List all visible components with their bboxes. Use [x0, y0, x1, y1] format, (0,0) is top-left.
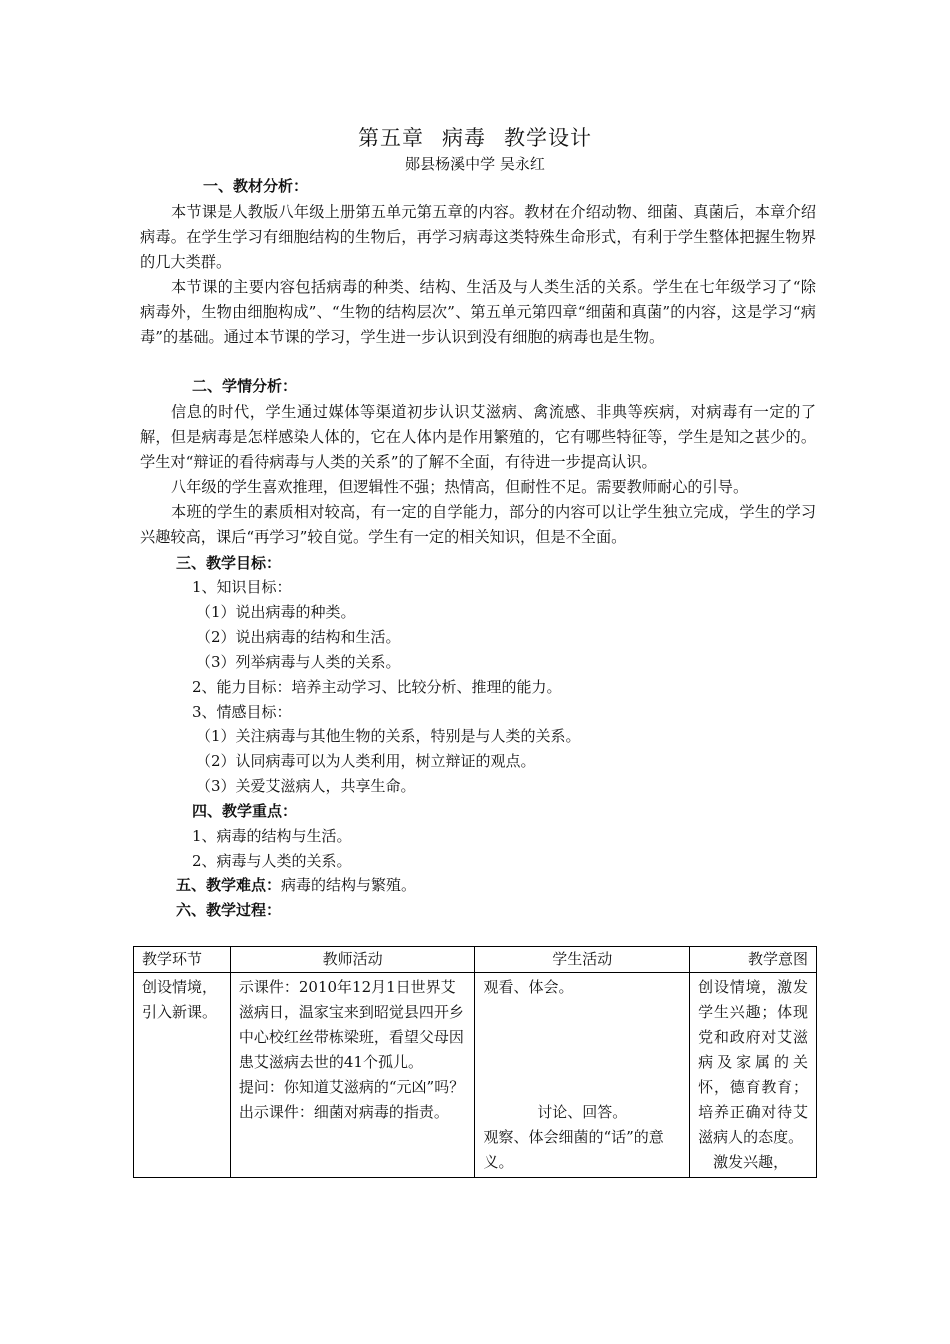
table-row — [134, 973, 817, 1178]
heading-textbook-analysis: 一、教材分析： — [203, 177, 309, 195]
title-chapter: 第五章 — [358, 126, 424, 150]
paragraph-student-1: 信息的时代，学生通过媒体等渠道初步认识艾滋病、禽流感、非典等疾病，对病毒有一定的了解，但是病毒是怎样感染人体的，它在人体内是作用繁殖的，它有哪些特征等，学生是知之甚少的。学生对“辩证的看待病毒与人类的关系”的了解不全面，有待进一步提高认识。 — [140, 403, 816, 471]
student-activity-3: 观察、体会细菌的“话”的意义。 — [483, 1128, 664, 1171]
objective-knowledge-1: （1）说出病毒的种类。 — [196, 603, 356, 621]
paragraph-textbook-1: 本节课是人教版八年级上册第五单元第五章的内容。教材在介绍动物、细菌、真菌后，本章介绍病毒。在学生学习有细胞结构的生物后，再学习病毒这类特殊生命形式，有利于学生整体把握生物界的几大类群。 — [140, 203, 816, 271]
header-intent: 教学意图 — [690, 947, 817, 973]
objective-emotion-2: （2）认同病毒可以为人类利用，树立辩证的观点。 — [196, 752, 536, 770]
title-design: 教学设计 — [504, 126, 592, 150]
objective-knowledge: 1、知识目标： — [192, 578, 292, 596]
objective-emotion-3: （3）关爱艾滋病人，共享生命。 — [196, 777, 416, 795]
heading-student-analysis: 二、学情分析： — [192, 377, 298, 395]
title-topic: 病毒 — [442, 126, 486, 150]
key-point-1: 1、病毒的结构与生活。 — [192, 827, 352, 845]
key-point-2: 2、病毒与人类的关系。 — [192, 852, 352, 870]
document-title — [0, 122, 950, 152]
objective-knowledge-2: （2）说出病毒的结构和生活。 — [196, 628, 401, 646]
paragraph-student-3: 本班的学生的素质相对较高，有一定的自学能力，部分的内容可以让学生独立完成，学生的学习兴趣较高，课后“再学习”较自觉。学生有一定的相关知识，但是不全面。 — [140, 503, 816, 546]
teacher-activity-1: 示课件：2010年12月1日世界艾滋病日，温家宝来到昭觉县四开乡中心校红丝带栋梁班，看望父母因患艾滋病去世的41个孤儿。 — [238, 978, 464, 1071]
teacher-activity-2: 提问：你知道艾滋病的“元凶”吗？ — [238, 1078, 465, 1096]
cell-student — [475, 973, 690, 1178]
teacher-activity-3: 出示课件：细菌对病毒的指责。 — [238, 1103, 449, 1121]
header-stage: 教学环节 — [134, 947, 231, 973]
objective-emotion: 3、情感目标： — [192, 703, 292, 721]
paragraph-textbook-2: 本节课的主要内容包括病毒的种类、结构、生活及与人类生活的关系。学生在七年级学习了“除病毒外，生物由细胞构成”、“生物的结构层次”、第五单元第四章“细菌和真菌”的内容，这是学习“病毒”的基础。通过本节课的学习，学生进一步认识到没有细胞的病毒也是生物。 — [140, 278, 816, 346]
student-activity-1: 观看、体会。 — [483, 978, 574, 996]
cell-teacher — [230, 973, 475, 1178]
objective-emotion-1: （1）关注病毒与其他生物的关系，特别是与人类的关系。 — [196, 727, 581, 745]
author-line: 郧县杨溪中学 吴永红 — [405, 155, 545, 173]
heading-difficulty: 五、教学难点： — [176, 876, 282, 894]
heading-objectives: 三、教学目标： — [176, 554, 282, 572]
teaching-process-table — [133, 946, 817, 1178]
table-header-row — [134, 947, 817, 973]
cell-intent — [690, 973, 817, 1178]
difficulty-line — [176, 873, 416, 898]
heading-key-points: 四、教学重点： — [192, 802, 298, 820]
cell-stage: 创设情境，引入新课。 — [134, 973, 231, 1178]
paragraph-student-2: 八年级的学生喜欢推理，但逻辑性不强；热情高，但耐性不足。需要教师耐心的引导。 — [171, 478, 749, 496]
difficulty-text: 病毒的结构与繁殖。 — [281, 876, 417, 894]
intent-1: 创设情境，激发学生兴趣；体现党和政府对艾滋病及家属的关怀，德育教育；培养正确对待艾滋病人的态度。 — [698, 978, 808, 1146]
student-activity-2: 讨论、回答。 — [537, 1103, 628, 1121]
objective-knowledge-3: （3）列举病毒与人类的关系。 — [196, 653, 401, 671]
header-teacher: 教师活动 — [230, 947, 475, 973]
objective-ability: 2、能力目标：培养主动学习、比较分析、推理的能力。 — [192, 678, 562, 696]
header-student: 学生活动 — [475, 947, 690, 973]
intent-2: 激发兴趣， — [713, 1153, 789, 1171]
heading-process: 六、教学过程： — [176, 901, 282, 919]
